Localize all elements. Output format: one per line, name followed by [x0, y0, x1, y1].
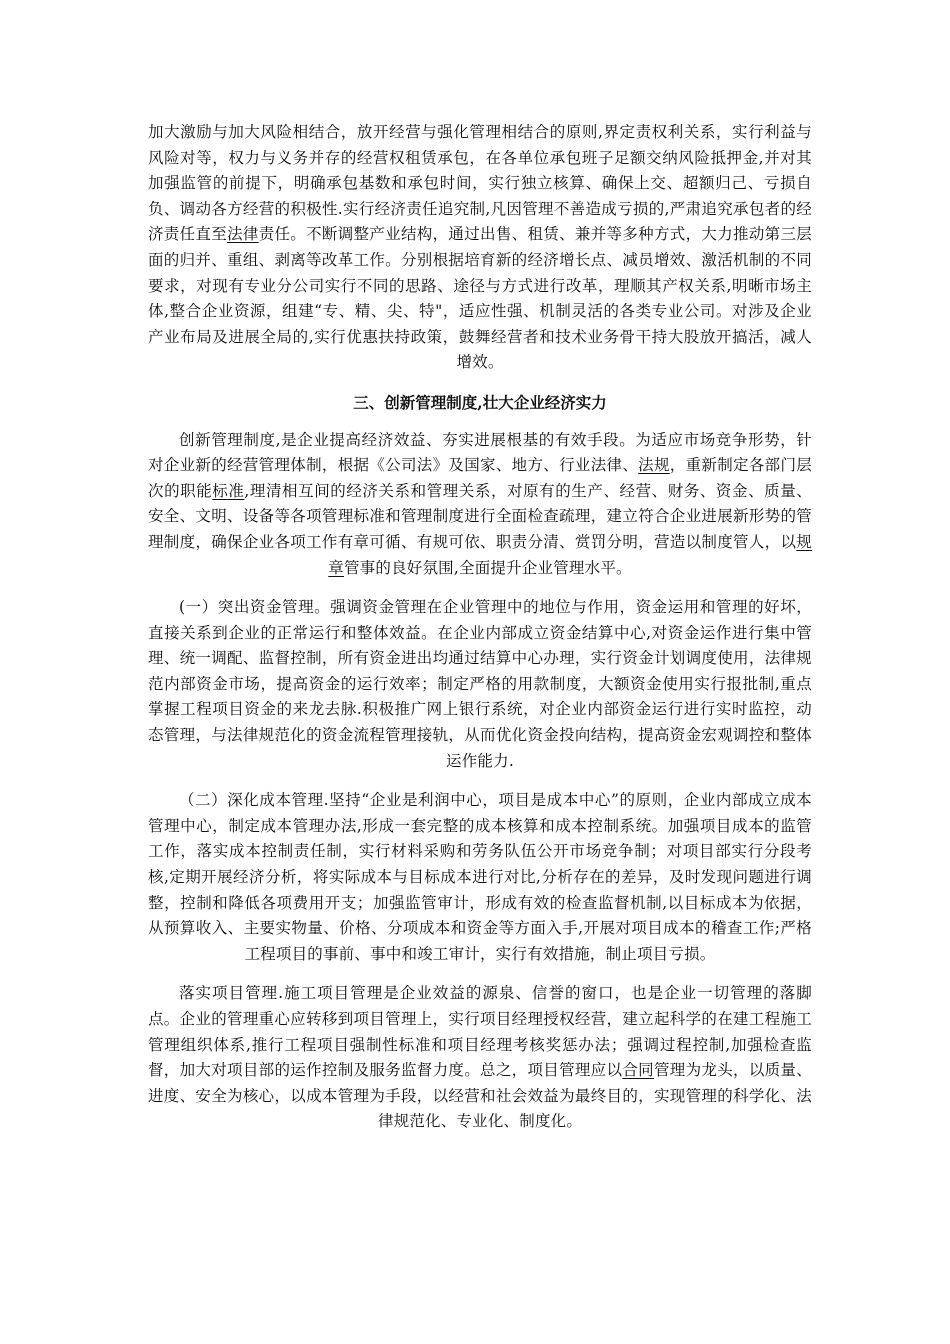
paragraph-project-management: [148, 981, 812, 1135]
paragraph-fund-management: (一）突出资金管理。强调资金管理在企业管理中的地位与作用，资金运用和管理的好坏，直接关系到企业的正常运行和整体效益。在企业内部成立资金结算中心,对资金运作进行集中管理、统一调配、监督控制，所有资金进出均通过结算中心办理，实行资金计划调度使用，法律规范内部资金市场，提高资金的运行效率；制定严格的用款制度，大额资金使用实行报批制,重点掌握工程项目资金的来龙去脉.积极推广网上银行系统，对企业内部资金运行进行实时监控，动态管理，与法律规范化的资金流程管理接轨，从而优化资金投向结构，提高资金宏观调控和整体运作能力.: [148, 598, 812, 770]
paragraph-text: 责任。不断调整产业结构，通过出售、租赁、兼并等多种方式，大力推动第三层面的归并、重组、剥离等改革工作。分别根据培育新的经济增长点、减员增效、激活机制的不同要求，对现有专业分公司实行不同的思路、途径与方式进行改革，理顺其产权关系,明晰市场主体,整合企业资源，组建“专、精、尖、特"，适应性强、机制灵活的各类专业公司。对涉及企业产业布局及进展全局的,实行优惠扶持政策，鼓舞经营者和技术业务骨干持大股放开搞活，减人增效。: [148, 225, 812, 372]
paragraph-text: 落实项目管理.施工项目管理是企业效益的源泉、信誉的窗口，也是企业一切管理的落脚点。企业的管理重心应转移到项目管理上，实行项目经理授权经营，建立起科学的在建工程施工管理组织体系,推行工程项目强制性标准和项目经理考核奖惩办法；强调过程控制,加强检查监督，加大对项目部的运作控制及服务监督力度。总之，项目管理应以: [148, 984, 812, 1080]
paragraph-text: ，重新制定各部门层次的职能: [148, 456, 812, 500]
paragraph-text: 管理为龙头，以质量、进度、安全为核心，以成本管理为手段，以经营和社会效益为最终目的，实现管理的科学化、法律规范化、专业化、制度化。: [148, 1061, 812, 1131]
regulations-link[interactable]: 法规: [638, 456, 670, 475]
section-heading: 三、创新管理制度,壮大企业经济实力: [353, 392, 607, 412]
standards-link[interactable]: 标准: [212, 481, 245, 500]
document-body: [148, 120, 812, 1135]
paragraph-cost-management: （二）深化成本管理.坚持“企业是利润中心，项目是成本中心”的原则，企业内部成立成本管理中心，制定成本管理办法,形成一套完整的成本核算和成本控制系统。加强项目成本的监管工作，落实成本控制责任制，实行材料采购和劳务队伍公开市场竞争制；对项目部实行分段考核,定期开展经济分析，将实际成本与目标成本进行对比,分析存在的差异，及时发现问题进行调整，控制和降低各项费用开支；加强监管审计，形成有效的检查监督机制,以目标成本为依据，从预算收入、主要实物量、价格、分项成本和资金等方面入手,开展对项目成本的稽查工作;严格工程项目的事前、事中和竣工审计，实行有效措施，制止项目亏损。: [148, 791, 812, 963]
contract-link[interactable]: 合同: [622, 1061, 654, 1080]
paragraph-incentive-risk: [148, 120, 812, 376]
law-link[interactable]: 法律: [227, 225, 259, 244]
paragraph-text: 管事的良好氛围,全面提升企业管理水平。: [343, 558, 632, 577]
paragraph-text: 创新管理制度,是企业提高经济效益、夯实进展根基的有效手段。为适应市场竞争形势，针对企业新的经营管理体制，根据《公司法》及国家、地方、行业法律、: [148, 430, 812, 475]
paragraph-text: 加大激励与加大风险相结合，放开经营与强化管理相结合的原则,界定责权利关系，实行利益与风险对等，权力与义务并存的经营权租赁承包，在各单位承包班子足额交纳风险抵押金,并对其加强监管的前提下，明确承包基数和承包时间，实行独立核算、确保上交、超额归己、亏损自负、调动各方经营的积极性.实行经济责任追究制,凡因管理不善造成亏损的,严肃追究承包者的经济责任直至: [148, 123, 812, 244]
paragraph-innovate-management: [148, 428, 812, 582]
paragraph-text: ,理清相互间的经济关系和管理关系，对原有的生产、经营、财务、资金、质量、安全、文明、设备等各项管理标准和管理制度进行全面检查疏理，建立符合企业进展新形势的管理制度，确保企业各项工作有章可循、有规可依、职责分清、赏罚分明，营造以制度管人，以: [148, 481, 812, 551]
rules-link[interactable]: 规章: [328, 532, 812, 577]
